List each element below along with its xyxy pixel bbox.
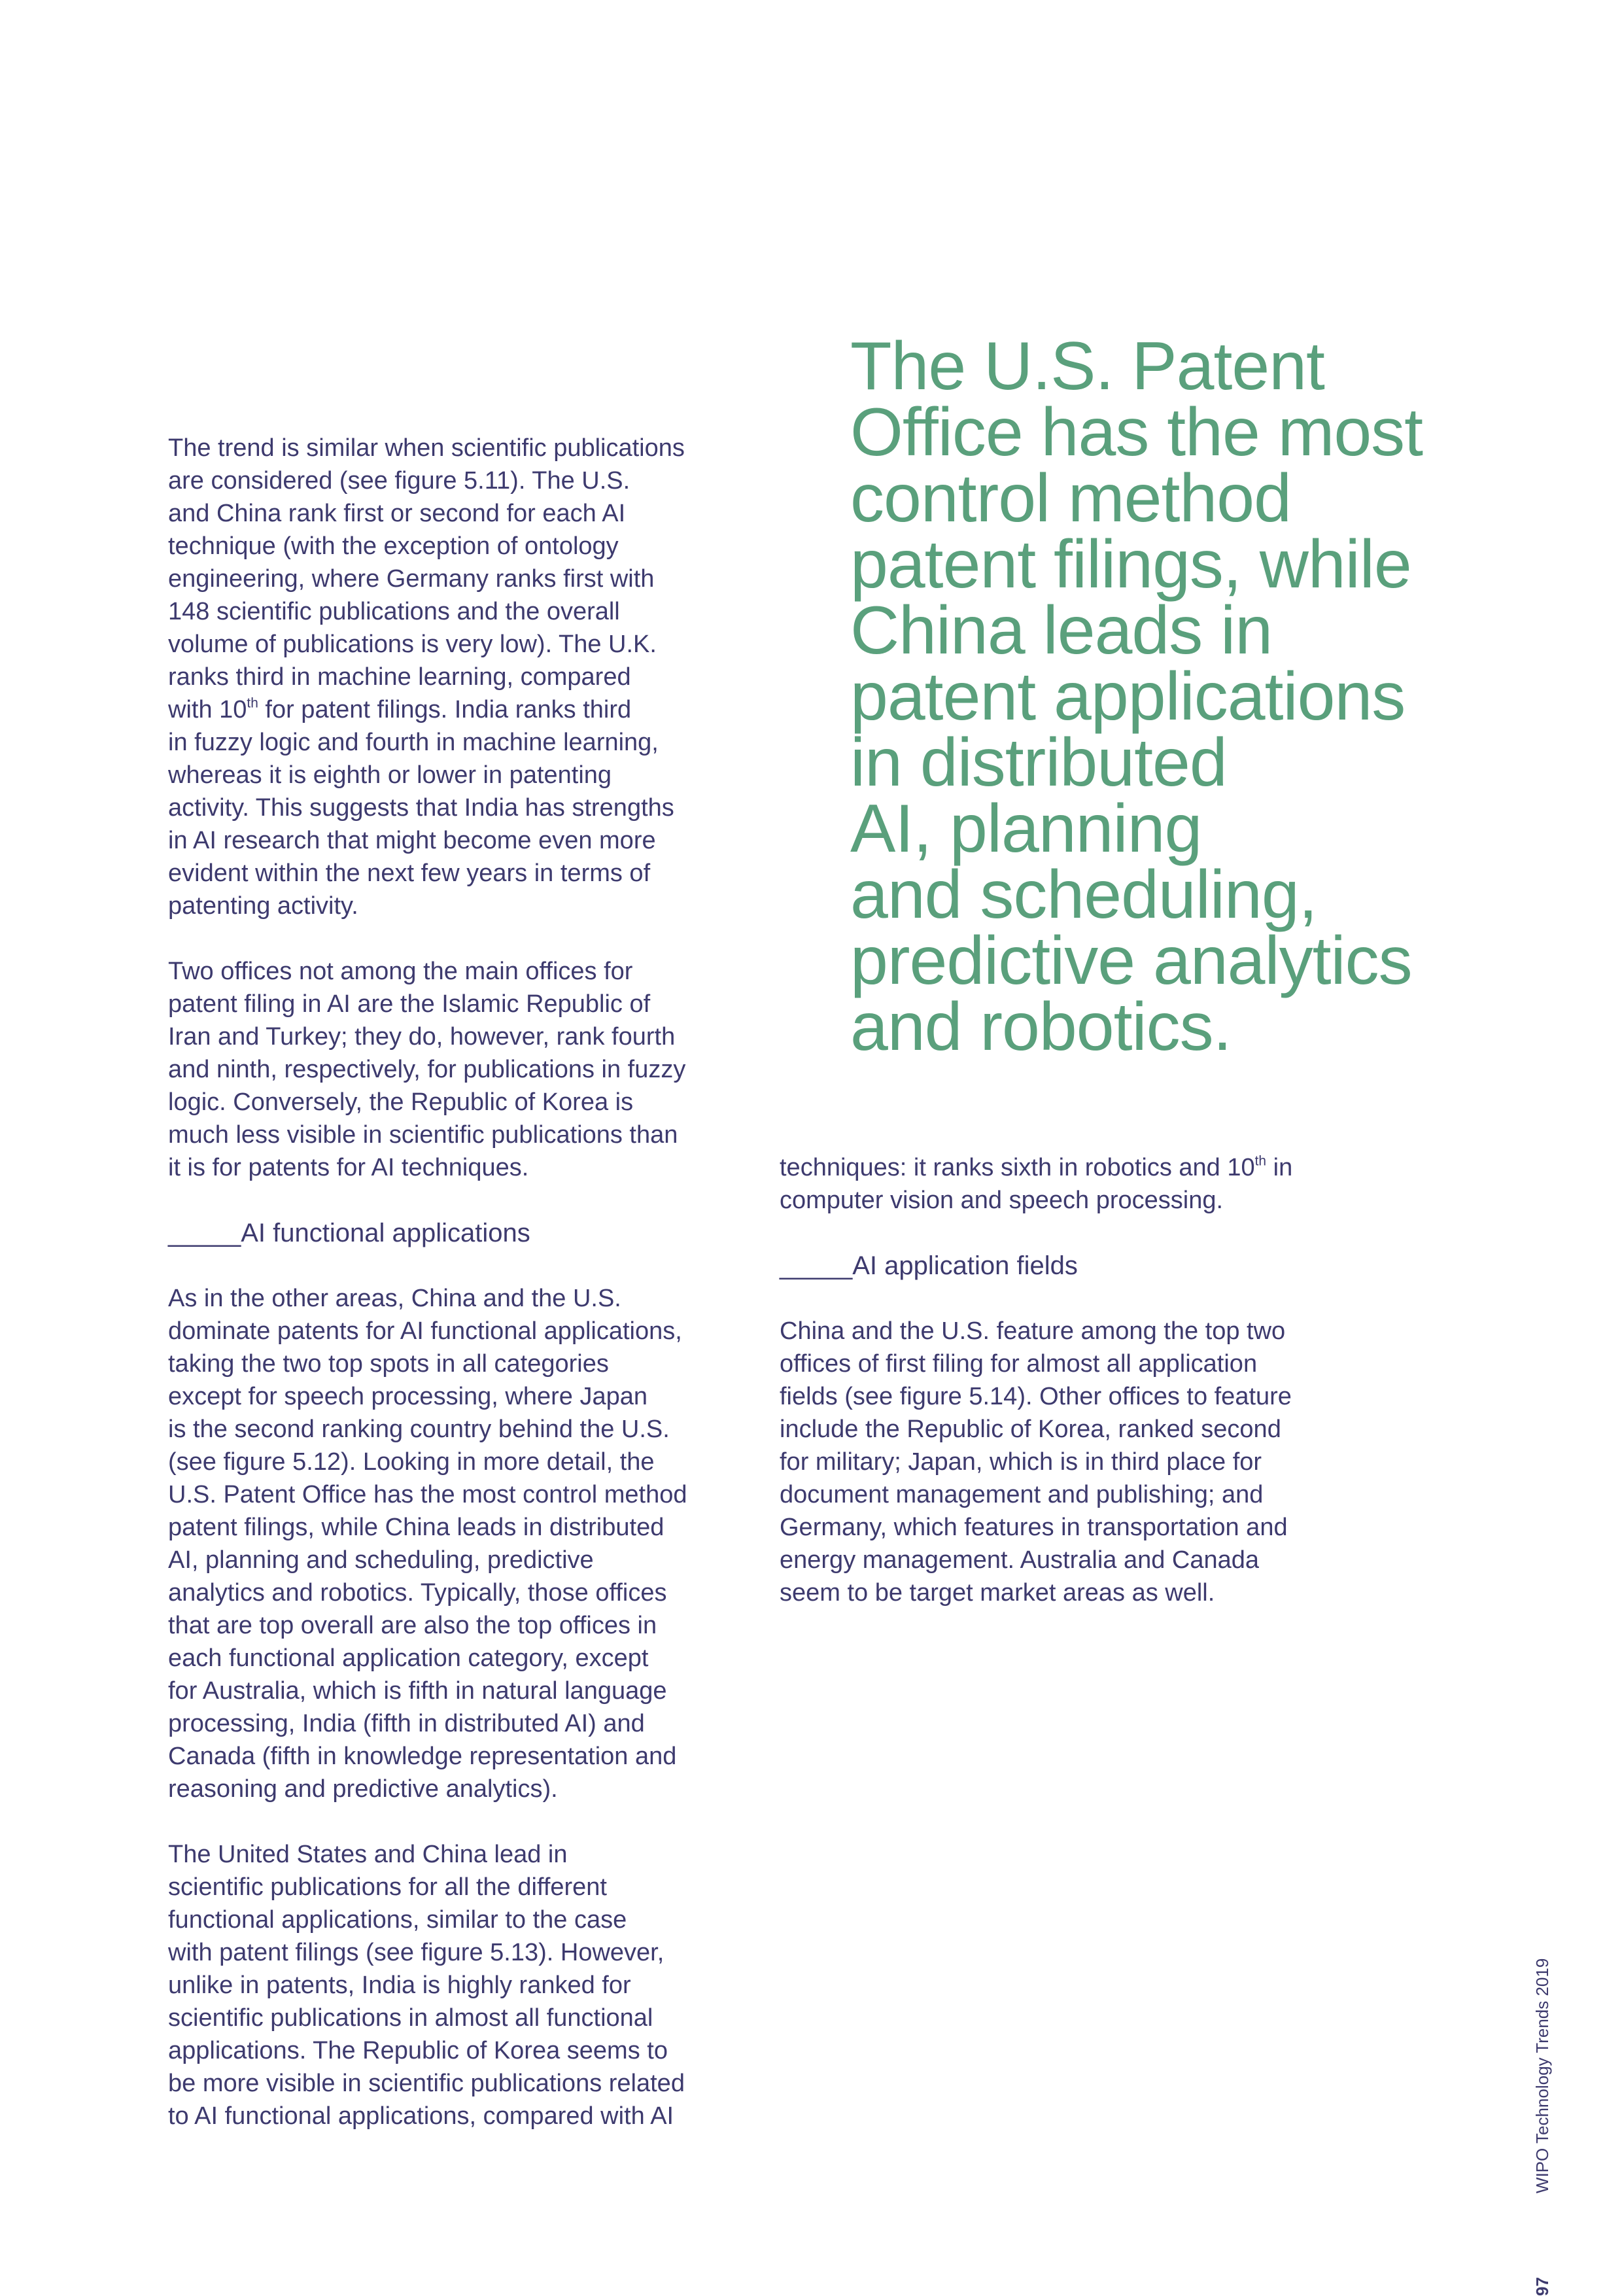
section-heading-application-fields: _____AI application fields xyxy=(780,1251,1078,1280)
text-line: it is for patents for AI techniques. xyxy=(168,1154,529,1181)
pull-quote xyxy=(850,328,1423,1065)
text-line: volume of publications is very low). The U.K. xyxy=(168,631,657,658)
text-line: AI, planning xyxy=(850,791,1202,867)
text-line: reasoning and predictive analytics). xyxy=(168,1775,558,1803)
text-line: Germany, which features in transportation and xyxy=(780,1514,1288,1541)
text-line: control method xyxy=(850,461,1291,536)
text-line: include the Republic of Korea, ranked second xyxy=(780,1416,1281,1443)
text-line: in fuzzy logic and fourth in machine learning, xyxy=(168,729,659,756)
text-line: Two offices not among the main offices for xyxy=(168,958,633,985)
text-line: analytics and robotics. Typically, those offices xyxy=(168,1579,667,1607)
section-heading-functional-applications: _____AI functional applications xyxy=(168,1219,530,1247)
text-line: are considered (see figure 5.11). The U.S. xyxy=(168,467,630,495)
text-line: China and the U.S. feature among the top two xyxy=(780,1317,1286,1345)
text-line: seem to be target market areas as well. xyxy=(780,1579,1215,1607)
text-line: processing, India (fifth in distributed AI) and xyxy=(168,1710,645,1737)
page-footer xyxy=(1534,1958,1551,2296)
text-line: As in the other areas, China and the U.S. xyxy=(168,1285,621,1312)
left-paragraph-4 xyxy=(168,1838,685,2132)
text-line: much less visible in scientific publications than xyxy=(168,1121,678,1149)
text-line: The U.S. Patent xyxy=(850,328,1324,404)
text-line: functional applications, similar to the case xyxy=(168,1906,627,1934)
text-line: patent filings, while xyxy=(850,527,1411,602)
text-line: be more visible in scientific publications related xyxy=(168,2070,685,2097)
text-line: is the second ranking country behind the U.S. xyxy=(168,1416,670,1443)
text-line: predictive analytics xyxy=(850,923,1412,999)
text-line: each functional application category, except xyxy=(168,1644,649,1672)
text-line: except for speech processing, where Japan xyxy=(168,1383,647,1410)
text-line: U.S. Patent Office has the most control method xyxy=(168,1481,687,1508)
text-line: in AI research that might become even more xyxy=(168,827,656,854)
text-line: Canada (fifth in knowledge representation and xyxy=(168,1743,677,1770)
text-line: with 10th for patent filings. India ranks third xyxy=(168,695,632,723)
text-line: scientific publications in almost all functional xyxy=(168,2004,653,2032)
text-line: fields (see figure 5.14). Other offices to feature xyxy=(780,1383,1292,1410)
left-paragraph-1 xyxy=(168,432,685,922)
text-line: document management and publishing; and xyxy=(780,1481,1264,1508)
text-line: (see figure 5.12). Looking in more detail, the xyxy=(168,1448,655,1476)
text-line: unlike in patents, India is highly ranked for xyxy=(168,1972,631,1999)
publication-title: WIPO Technology Trends 2019 xyxy=(1532,1958,1552,2194)
left-paragraph-2 xyxy=(168,955,685,1184)
text-line: in distributed xyxy=(850,725,1227,801)
text-line: patent applications xyxy=(850,659,1406,735)
text-line: patent filing in AI are the Islamic Republic of xyxy=(168,990,651,1018)
text-line: for Australia, which is fifth in natural language xyxy=(168,1677,667,1705)
text-line: AI, planning and scheduling, predictive xyxy=(168,1546,594,1574)
text-line: The United States and China lead in xyxy=(168,1841,568,1868)
text-line: evident within the next few years in terms of xyxy=(168,860,651,887)
text-line: logic. Conversely, the Republic of Korea is xyxy=(168,1088,634,1116)
text-line: and robotics. xyxy=(850,989,1232,1065)
right-paragraph-2 xyxy=(780,1315,1292,1609)
left-paragraph-3 xyxy=(168,1282,687,1805)
text-line: Iran and Turkey; they do, however, rank fourth xyxy=(168,1023,676,1051)
text-line: whereas it is eighth or lower in patenting xyxy=(168,761,612,789)
right-paragraph-1 xyxy=(780,1151,1292,1217)
text-line: that are top overall are also the top offices in xyxy=(168,1612,657,1639)
text-line: to AI functional applications, compared with AI xyxy=(168,2102,674,2130)
text-line: Office has the most xyxy=(850,394,1423,470)
text-line: applications. The Republic of Korea seems to xyxy=(168,2037,668,2064)
text-line: patent filings, while China leads in distributed xyxy=(168,1514,664,1541)
text-line: patenting activity. xyxy=(168,892,358,920)
text-line: The trend is similar when scientific publications xyxy=(168,434,685,462)
text-line: 148 scientific publications and the overall xyxy=(168,598,620,625)
text-line: with patent filings (see figure 5.13). However, xyxy=(168,1939,664,1966)
text-line: technique (with the exception of ontology xyxy=(168,532,619,560)
text-line: engineering, where Germany ranks first with xyxy=(168,565,655,593)
text-line: taking the two top spots in all categories xyxy=(168,1350,609,1378)
text-line: and ninth, respectively, for publications in fuzzy xyxy=(168,1056,686,1083)
text-line: offices of first filing for almost all application xyxy=(780,1350,1258,1378)
page-number: 97 xyxy=(1532,2277,1552,2296)
text-line: activity. This suggests that India has strengths xyxy=(168,794,674,822)
text-line: and scheduling, xyxy=(850,857,1317,933)
text-line: China leads in xyxy=(850,593,1273,669)
text-line: dominate patents for AI functional applications, xyxy=(168,1317,682,1345)
text-line: ranks third in machine learning, compared xyxy=(168,663,631,691)
text-line: and China rank first or second for each AI xyxy=(168,500,626,527)
text-line: techniques: it ranks sixth in robotics and 10th in xyxy=(780,1153,1293,1181)
text-line: scientific publications for all the different xyxy=(168,1873,607,1901)
text-line: computer vision and speech processing. xyxy=(780,1187,1224,1214)
text-line: energy management. Australia and Canada xyxy=(780,1546,1260,1574)
text-line: for military; Japan, which is in third place for xyxy=(780,1448,1262,1476)
